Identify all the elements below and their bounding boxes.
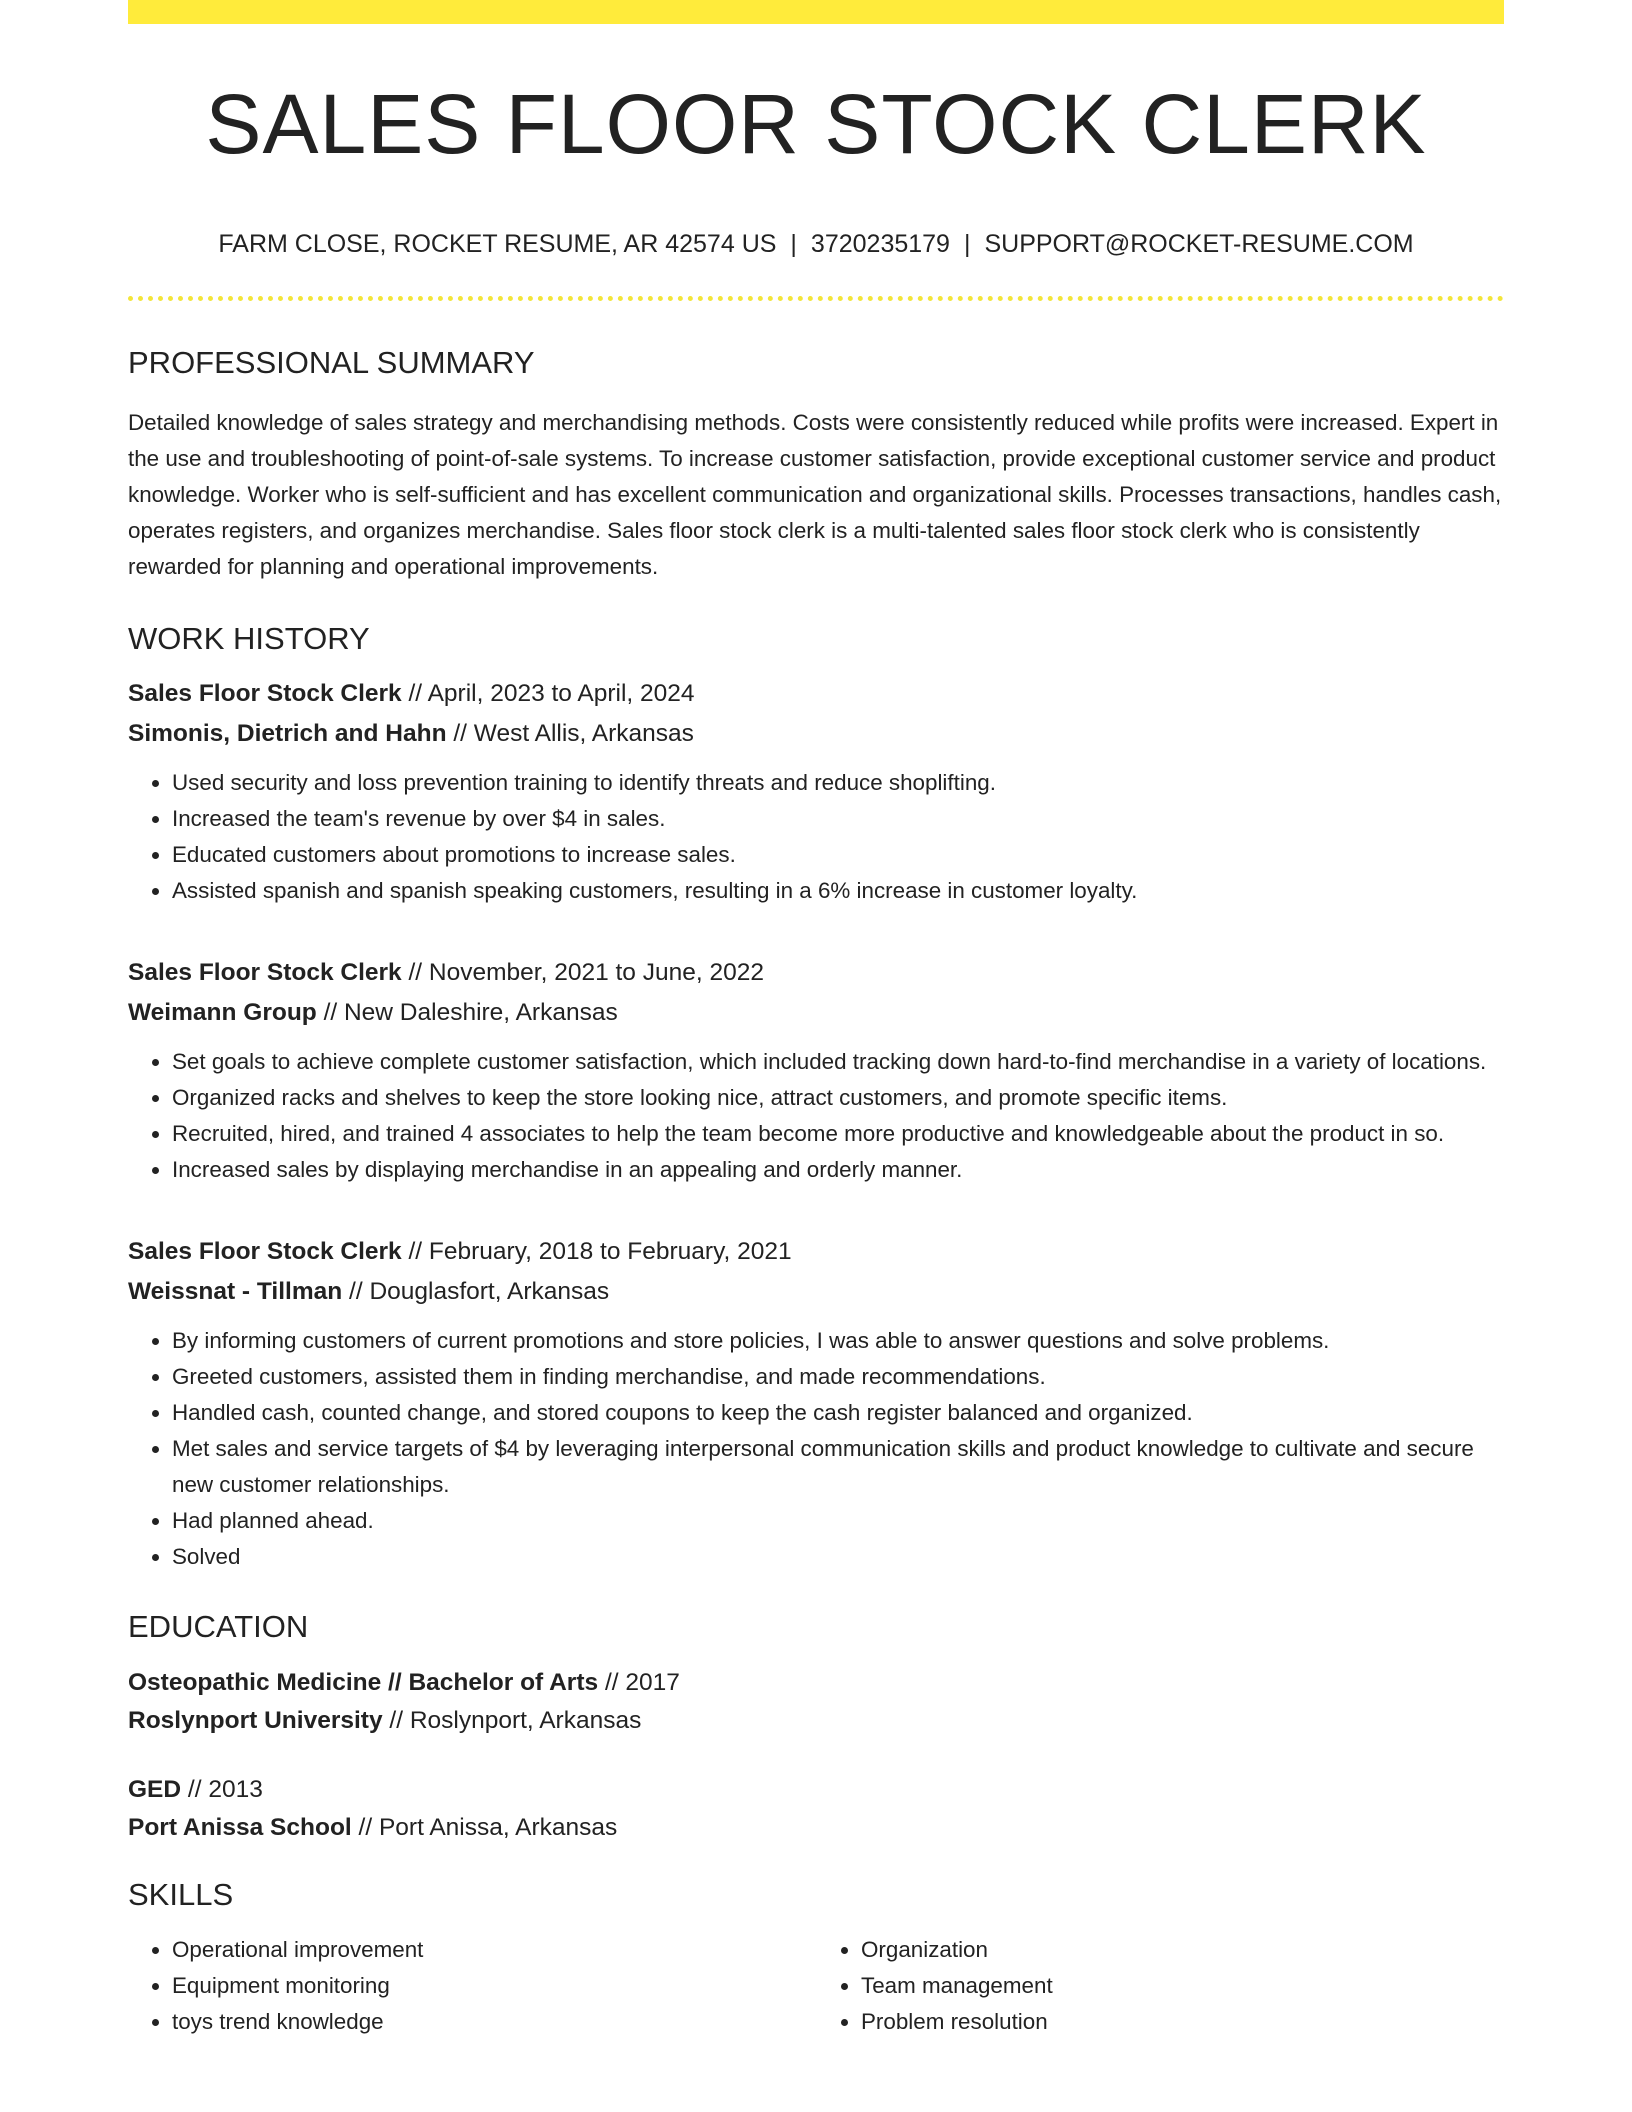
skills-title: SKILLS bbox=[128, 1877, 234, 1912]
education-degree-line bbox=[128, 1664, 1504, 1702]
job-company: Weissnat - Tillman bbox=[128, 1278, 343, 1305]
contact-email: SUPPORT@ROCKET-RESUME.COM bbox=[984, 230, 1414, 258]
job-location: // New Daleshire, Arkansas bbox=[316, 999, 618, 1026]
list-item: • By informing customers of current promotions and store policies, I was able to answer questions and solve problems. bbox=[172, 1323, 1504, 1359]
job-entry bbox=[128, 953, 1504, 1188]
skills-list bbox=[128, 1932, 1504, 2040]
list-item: • Organization bbox=[861, 1932, 1504, 1968]
education-school-line bbox=[128, 1702, 1504, 1740]
list-item: • Recruited, hired, and trained 4 associates to help the team become more productive and knowledgeable about the product in so. bbox=[172, 1116, 1504, 1152]
job-location: // Douglasfort, Arkansas bbox=[342, 1278, 610, 1305]
job-bullets bbox=[128, 765, 1504, 909]
education-title: EDUCATION bbox=[128, 1609, 309, 1644]
job-dates: // November, 2021 to June, 2022 bbox=[401, 959, 764, 986]
education-year: // 2013 bbox=[181, 1776, 263, 1803]
job-title-line bbox=[128, 674, 1504, 714]
education-degree: GED bbox=[128, 1776, 182, 1803]
job-entry bbox=[128, 674, 1504, 909]
list-item: • Assisted spanish and spanish speaking customers, resulting in a 6% increase in customer loyalty. bbox=[172, 873, 1504, 909]
job-company: Weimann Group bbox=[128, 999, 317, 1026]
education-school: Port Anissa School bbox=[128, 1814, 352, 1841]
list-item: • Solved bbox=[172, 1539, 1504, 1575]
job-company-line bbox=[128, 1272, 1504, 1312]
list-item: • Had planned ahead. bbox=[172, 1503, 1504, 1539]
summary-text: Detailed knowledge of sales strategy and merchandising methods. Costs were consistently reduced while profits were increased. Expert in the use and troubleshooting of point-of-sale systems. To increase customer satisfaction, provide exceptional customer service and product knowledge. Worker who is self-sufficient and has excellent communication and organizational skills. Processes transactions, handles cash, operates registers, and organizes merchandise. Sales floor stock clerk is a multi-talented sales floor stock clerk who is consistently rewarded for planning and operational improvements. bbox=[128, 410, 1502, 579]
job-role: Sales Floor Stock Clerk bbox=[128, 959, 402, 986]
job-company: Simonis, Dietrich and Hahn bbox=[128, 720, 447, 747]
contact-line bbox=[128, 232, 1504, 257]
list-item: • Team management bbox=[861, 1968, 1504, 2004]
job-company-line bbox=[128, 993, 1504, 1033]
list-item: • Increased sales by displaying merchandise in an appealing and orderly manner. bbox=[172, 1152, 1504, 1188]
education-year: // 2017 bbox=[598, 1669, 680, 1696]
resume-name: SALES FLOOR STOCK CLERK bbox=[205, 77, 1427, 171]
resume-content bbox=[128, 0, 1504, 2040]
dotted-divider bbox=[128, 296, 1504, 301]
education-location: // Port Anissa, Arkansas bbox=[351, 1814, 618, 1841]
skills-column-left bbox=[128, 1932, 815, 2040]
job-title-line bbox=[128, 1232, 1504, 1272]
education-entry bbox=[128, 1771, 1504, 1847]
list-item: • Operational improvement bbox=[172, 1932, 815, 1968]
job-dates: // April, 2023 to April, 2024 bbox=[401, 680, 695, 707]
list-item: • Handled cash, counted change, and stored coupons to keep the cash register balanced and organized. bbox=[172, 1395, 1504, 1431]
list-item: • toys trend knowledge bbox=[172, 2004, 815, 2040]
summary-title: PROFESSIONAL SUMMARY bbox=[128, 345, 535, 380]
job-company-line bbox=[128, 714, 1504, 754]
education-degree: Osteopathic Medicine // Bachelor of Arts bbox=[128, 1669, 599, 1696]
accent-bar bbox=[128, 0, 1504, 24]
list-item: • Met sales and service targets of $4 by leveraging interpersonal communication skills and product knowledge to cultivate and secure new customer relationships. bbox=[172, 1431, 1504, 1503]
list-item: • Problem resolution bbox=[861, 2004, 1504, 2040]
list-item: • Greeted customers, assisted them in finding merchandise, and made recommendations. bbox=[172, 1359, 1504, 1395]
job-bullets bbox=[128, 1044, 1504, 1188]
contact-address: FARM CLOSE, ROCKET RESUME, AR 42574 US bbox=[218, 230, 777, 258]
contact-phone: 3720235179 bbox=[810, 230, 950, 258]
list-item: • Increased the team's revenue by over $4 in sales. bbox=[172, 801, 1504, 837]
job-location: // West Allis, Arkansas bbox=[446, 720, 694, 747]
job-role: Sales Floor Stock Clerk bbox=[128, 680, 402, 707]
job-dates: // February, 2018 to February, 2021 bbox=[401, 1238, 792, 1265]
job-bullets bbox=[128, 1323, 1504, 1575]
skills-column-right bbox=[815, 1932, 1504, 2040]
education-school: Roslynport University bbox=[128, 1707, 383, 1734]
list-item: • Equipment monitoring bbox=[172, 1968, 815, 2004]
job-entry bbox=[128, 1232, 1504, 1575]
contact-separator: | bbox=[963, 230, 971, 258]
job-title-line bbox=[128, 953, 1504, 993]
education-degree-line bbox=[128, 1771, 1504, 1809]
education-entry bbox=[128, 1664, 1504, 1740]
list-item: • Organized racks and shelves to keep the store looking nice, attract customers, and promote specific items. bbox=[172, 1080, 1504, 1116]
work-history-title: WORK HISTORY bbox=[128, 621, 370, 656]
education-school-line bbox=[128, 1809, 1504, 1847]
contact-separator: | bbox=[790, 230, 797, 258]
list-item: • Set goals to achieve complete customer satisfaction, which included tracking down hard-to-find merchandise in a variety of locations. bbox=[172, 1044, 1504, 1080]
education-location: // Roslynport, Arkansas bbox=[382, 1707, 642, 1734]
list-item: • Educated customers about promotions to increase sales. bbox=[172, 837, 1504, 873]
list-item: • Used security and loss prevention training to identify threats and reduce shoplifting. bbox=[172, 765, 1504, 801]
job-role: Sales Floor Stock Clerk bbox=[128, 1238, 402, 1265]
